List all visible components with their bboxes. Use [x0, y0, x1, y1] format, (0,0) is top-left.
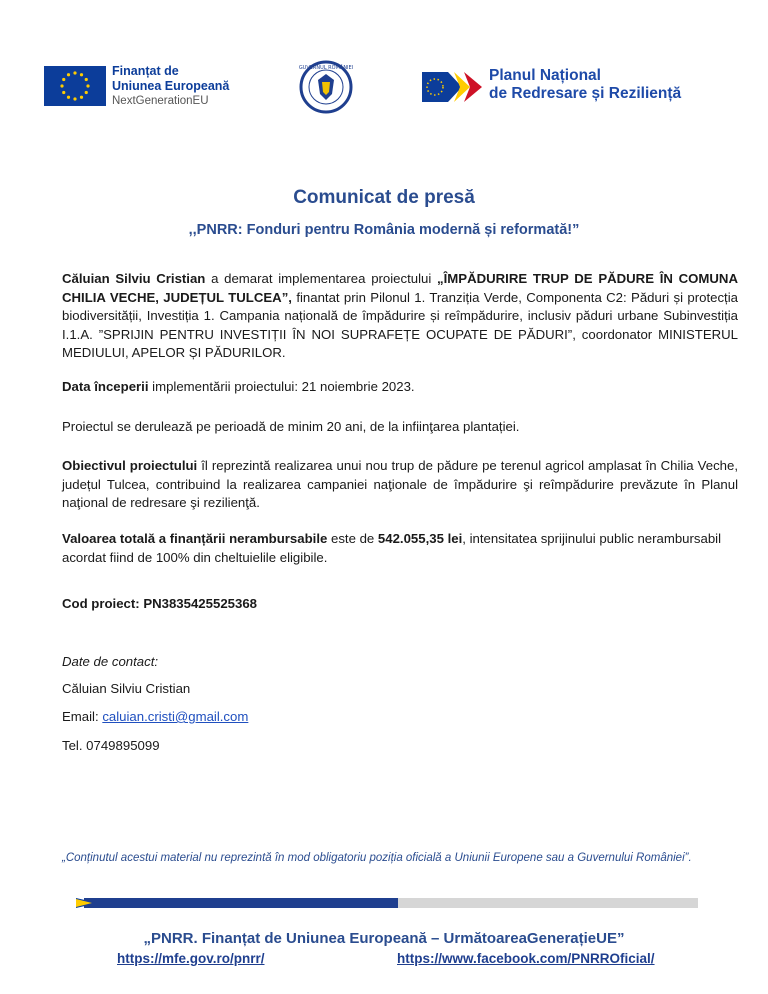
seal-ring-text: GUVERNUL ROMÂNIEI	[298, 65, 354, 71]
p1-text2: finantat prin Pilonul 1. Tranziția Verde, Componenta C2: Păduri și protecția biodiversității, Investiția 1. Campania națională de împădurire și reîmpădurire, inclusiv păduri urbane Subinvestiția I.1.A. ”SPRIJIN PENTRU INVESTIȚII ÎN NOI SUPRAFEȚE OCUPATE DE PĂDURI”, coordonator MINISTERUL MEDIULUI, APELOR ȘI PĂDURILOR.	[62, 289, 738, 360]
project-name: „ÎMPĂDURIRE TRUP DE PĂDURE ÎN COMUNA CHILIA VECHE, JUDEȚUL TULCEA”,	[62, 271, 738, 305]
pnrr-logo-line2: de Redresare și Reziliență	[489, 85, 682, 102]
eu-star-icon	[80, 96, 83, 99]
eu-star-icon	[62, 91, 65, 94]
disclaimer: „Conținutul acestui material nu reprezintă în mod obligatoriu poziția oficială a Uniunii Europene sau a Guvernului României”.	[62, 852, 692, 864]
contact-name: Căluian Silviu Cristian	[62, 681, 191, 696]
page-title: Comunicat de presă	[293, 187, 475, 208]
pnrr-logo-text	[489, 67, 681, 103]
eu-star-icon	[73, 97, 76, 100]
eu-star-icon	[67, 96, 70, 99]
footer-divider-bar	[76, 898, 698, 908]
start-date-label: Data începerii	[62, 379, 149, 394]
project-description-paragraph	[62, 270, 738, 363]
start-date-text: implementării proiectului: 21 noiembrie 2023.	[148, 379, 415, 394]
facebook-pnrr-link[interactable]: https://www.facebook.com/PNRROficial/	[397, 951, 655, 966]
email-label: Email:	[62, 709, 103, 724]
page-subtitle: ,,PNRR: Fonduri pentru România modernă și reformată!”	[188, 222, 580, 238]
objective-text: îl reprezintă realizarea unui nou trup de pădure pe terenul agricol amplasat în Chilia Veche, județul Tulcea, contribuind la realizarea campaniei naţionale de împădurire şi reîmpădurire prevăzute în Planul naţional de redresare şi rezilienţă.	[62, 458, 738, 510]
mfe-pnrr-link[interactable]: https://mfe.gov.ro/pnrr/	[117, 951, 265, 966]
funding-label: Valoarea totală a finanțării nerambursabile	[62, 531, 328, 546]
funding-text2: , intensitatea sprijinului public nerambursabil acordat fiind de 100% din cheltuielile eligibile.	[62, 531, 722, 565]
contact-phone: Tel. 0749895099	[62, 738, 160, 753]
eu-logo-line2: Uniunea Europeană	[112, 79, 230, 93]
footer-slogan: „PNRR. Finanțat de Uniunea Europeană – UrmătoareaGenerațieUE”	[143, 930, 625, 947]
eu-star-icon	[86, 84, 89, 87]
eu-flag-icon	[44, 66, 106, 106]
project-code: Cod proiect: PN3835425525368	[62, 596, 257, 611]
email-link[interactable]: caluian.cristi@gmail.com	[102, 709, 249, 724]
eu-star-icon	[85, 78, 88, 81]
romanian-government-seal-icon	[296, 60, 356, 114]
contact-label: Date de contact:	[62, 654, 159, 669]
eu-logo-line3: NextGenerationEU	[112, 95, 209, 107]
eu-star-icon	[67, 73, 70, 76]
p1-text1: a demarat implementarea proiectului	[205, 271, 438, 286]
duration-paragraph: Proiectul se derulează pe perioadă de minim 20 ani, de la infiinţarea plantației.	[62, 419, 520, 434]
eu-star-icon	[85, 91, 88, 94]
objective-paragraph	[62, 457, 738, 513]
objective-label: Obiectivul proiectului	[62, 458, 198, 473]
start-date-paragraph	[62, 378, 738, 397]
pnrr-logo-icon	[422, 70, 484, 104]
project-code-paragraph	[62, 595, 738, 614]
funding-text1: este de	[327, 531, 378, 546]
eu-logo-line1: Finanțat de	[112, 64, 179, 78]
funding-paragraph	[62, 530, 738, 567]
pnrr-logo-line1: Planul Național	[489, 67, 601, 84]
beneficiary-name: Căluian Silviu Cristian	[62, 271, 206, 286]
eu-star-icon	[60, 84, 63, 87]
contact-email-line	[62, 709, 248, 724]
eu-star-icon	[62, 78, 65, 81]
eu-star-icon	[80, 73, 83, 76]
eu-star-icon	[73, 71, 76, 74]
funding-amount: 542.055,35 lei	[377, 531, 463, 546]
eu-funding-logo-text	[112, 64, 229, 109]
